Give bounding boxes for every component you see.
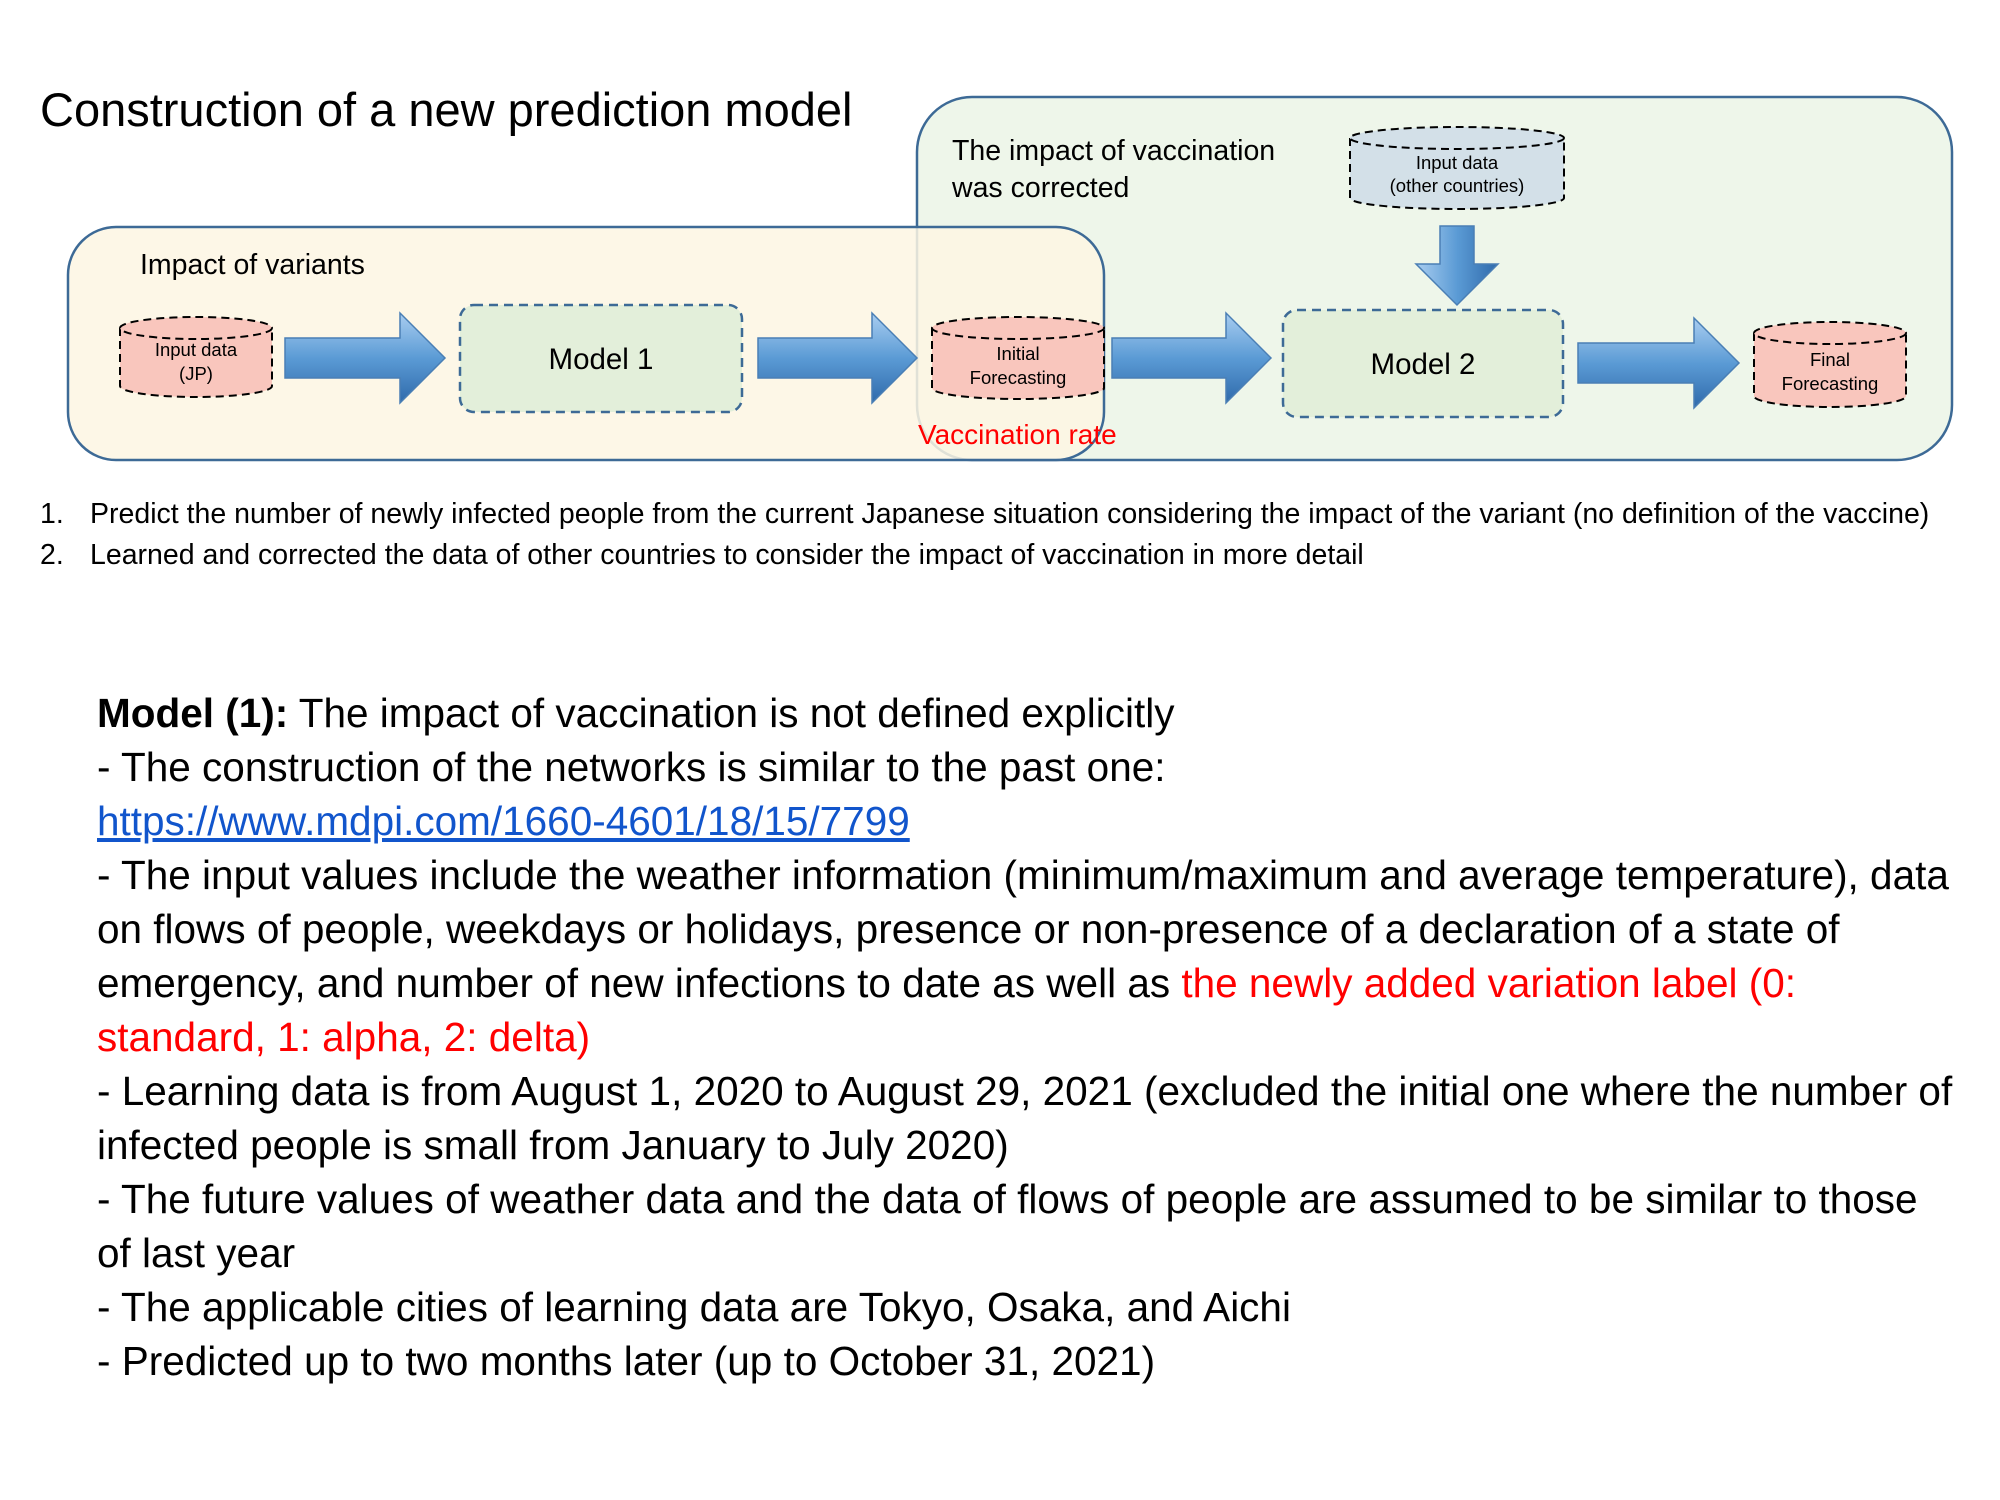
notes-inputs-text: - The input values include the weather information (minimum/maximum and average temperature), data on flows of people, weekdays or holidays, presence or non-presence of a declaration of a state of emergency, and number of new infections to date as well as: [97, 852, 1949, 1006]
notes-line-construction: - The construction of the networks is similar to the past one:: [97, 744, 1166, 790]
notes-line-link-row: [97, 794, 1957, 848]
notes-line-horizon: - Predicted up to two months later (up to October 31, 2021): [97, 1338, 1156, 1384]
notes-heading: Model (1):: [97, 690, 289, 736]
input-data-other-label-2: (other countries): [1389, 175, 1525, 196]
step-number: 1.: [40, 498, 64, 530]
vaccination-group-label-1: The impact of vaccination: [952, 135, 1276, 167]
notes-heading-rest: The impact of vaccination is not defined explicitly: [288, 690, 1175, 736]
final-forecasting-label-2: Forecasting: [1781, 373, 1879, 394]
page-title: Construction of a new prediction model: [40, 83, 853, 136]
input-data-jp-label-2: (JP): [179, 363, 213, 384]
step-text: Predict the number of newly infected people from the current Japanese situation considering the impact of the variant (no definition of the vaccine): [90, 498, 1930, 530]
model2-label: Model 2: [1370, 348, 1476, 381]
model1-label: Model 1: [548, 343, 654, 376]
reference-link[interactable]: https://www.mdpi.com/1660-4601/18/15/7799: [97, 798, 910, 844]
model-notes: [97, 686, 1957, 1388]
initial-forecasting-label-2: Forecasting: [969, 367, 1067, 388]
step-item: [40, 494, 1970, 535]
input-data-other-countries-cylinder: [1350, 127, 1564, 209]
input-data-jp-cylinder: [120, 317, 272, 397]
input-data-jp-label-1: Input data: [154, 339, 238, 360]
step-number: 2.: [40, 539, 64, 571]
model1-box: [460, 305, 742, 412]
input-data-other-label-1: Input data: [1415, 152, 1499, 173]
model2-box: [1283, 310, 1563, 417]
notes-line-learning-period: - Learning data is from August 1, 2020 to August 29, 2021 (excluded the initial one where the number of infected people is small from January to July 2020): [97, 1068, 1953, 1168]
notes-inputs-highlight: the newly added variation label (0: standard, 1: alpha, 2: delta): [97, 960, 1796, 1060]
final-forecasting-cylinder: [1754, 322, 1906, 407]
notes-line-future-values: - The future values of weather data and the data of flows of people are assumed to be similar to those of last year: [97, 1176, 1918, 1276]
final-forecasting-label-1: Final: [1809, 349, 1851, 370]
vaccination-rate-label: Vaccination rate: [918, 419, 1117, 450]
notes-line-inputs: [97, 848, 1957, 1064]
notes-line-cities: - The applicable cities of learning data are Tokyo, Osaka, and Aichi: [97, 1284, 1291, 1330]
notes-heading-line: [97, 686, 1957, 740]
step-item: [40, 535, 1970, 576]
initial-forecasting-cylinder: [932, 317, 1104, 399]
vaccination-group-label-2: was corrected: [952, 172, 1130, 204]
steps-list: [40, 494, 1970, 576]
variants-group-label: Impact of variants: [140, 249, 365, 281]
initial-forecasting-label-1: Initial: [996, 343, 1040, 364]
step-text: Learned and corrected the data of other countries to consider the impact of vaccination in more detail: [90, 539, 1364, 571]
